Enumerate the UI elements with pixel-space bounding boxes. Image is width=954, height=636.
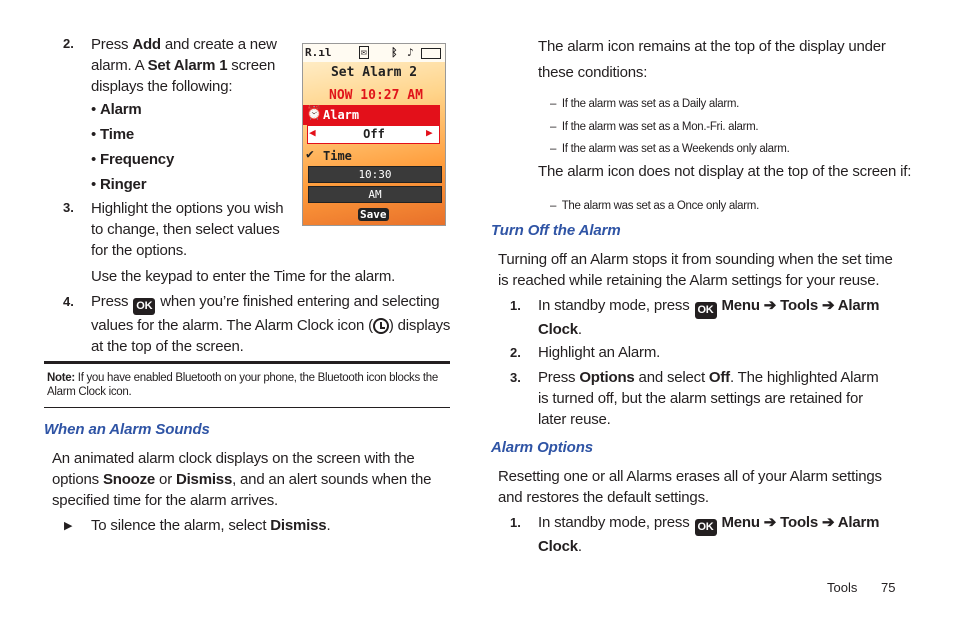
section-heading: Alarm Options [491, 439, 594, 456]
step-number: 1. [510, 298, 521, 313]
phone-save-softkey[interactable]: Save [360, 208, 387, 221]
footer-section: Tools [827, 580, 858, 595]
ok-key-icon: OK [133, 298, 155, 315]
ok-key-icon: OK [695, 519, 717, 536]
condition-item: – The alarm was set as a Once only alarm. [550, 200, 759, 212]
page-number: 75 [881, 580, 896, 595]
note: Note: If you have enabled Bluetooth on your phone, the Bluetooth icon blocks the Alarm Clock icon. [47, 372, 438, 398]
alarm-clock-icon [373, 318, 389, 334]
phone-time-value[interactable]: 10:30 [308, 166, 442, 183]
phone-ampm-value[interactable]: AM [308, 186, 442, 203]
arrow-bullet-icon: ▶ [64, 520, 73, 532]
phone-screen [302, 43, 446, 226]
condition-item: – If the alarm was set as a Weekends only alarm. [550, 143, 790, 155]
step-2-text: Press Add and create a new alarm. A Set Alarm 1 screen displays the following: [91, 36, 277, 95]
turn-off-paragraph: Turning off an Alarm stops it from sounding when the set time is reached while retaining the Alarm settings for your reuse. [498, 251, 893, 289]
condition-item: – If the alarm was set as a Mon.-Fri. alarm. [550, 121, 759, 133]
step-number: 2. [63, 36, 74, 51]
step-number: 3. [510, 370, 521, 385]
alarm-clock-icon: ⏰ [306, 106, 323, 121]
step-3-text: Press Options and select Off. The highlighted Alarm is turned off, but the alarm settings are retained for later reuse. [538, 369, 879, 428]
phone-now-time: NOW 10:27 AM [329, 88, 423, 103]
bluetooth-icon: ᛒ [391, 46, 398, 59]
phone-alarm-value: Off [363, 127, 385, 141]
phone-alarm-label: Alarm [323, 108, 360, 122]
alarm-sounds-paragraph: An animated alarm clock displays on the screen with the options Snooze or Dismiss, and an alert sounds when the specified time for the alarm arrives. [52, 450, 432, 509]
alarm-options-paragraph: Resetting one or all Alarms erases all of your Alarm settings and restores the default settings. [498, 468, 882, 506]
phone-time-label: Time [323, 149, 352, 163]
keypad-text: Use the keypad to enter the Time for the alarm. [91, 268, 396, 285]
ok-key-icon: OK [695, 302, 717, 319]
phone-title: Set Alarm 2 [330, 65, 418, 80]
step-number: 3. [63, 200, 74, 215]
step-1-text: In standby mode, press OK Menu ➔ Tools ➔ Alarm Clock. [538, 297, 880, 338]
silence-text: To silence the alarm, select Dismiss. [91, 517, 331, 534]
note-top-rule [44, 361, 450, 364]
step-4-text: Press OK when you’re finished entering and selecting values for the alarm. The Alarm Clock icon ( ) displays at the top of the screen. [91, 293, 451, 355]
battery-icon [421, 48, 441, 59]
alarm-icon-conditions-intro: The alarm icon remains at the top of the display under these conditions: [538, 38, 886, 81]
bullet-item: • Alarm [91, 101, 142, 118]
step-number: 2. [510, 345, 521, 360]
bullet-item: • Time [91, 126, 134, 143]
signal-icon: R.ıl [305, 46, 332, 59]
message-icon: ✉ [361, 47, 368, 58]
left-arrow-icon[interactable]: ◀ [309, 126, 316, 139]
bullet-item: • Frequency [91, 151, 175, 168]
right-arrow-icon[interactable]: ▶ [426, 126, 433, 139]
check-icon: ✔ [306, 147, 314, 162]
section-heading: Turn Off the Alarm [491, 222, 621, 239]
step-number: 1. [510, 515, 521, 530]
condition-item: – If the alarm was set as a Daily alarm. [550, 98, 740, 110]
step-1-text: In standby mode, press OK Menu ➔ Tools ➔ Alarm Clock. [538, 514, 880, 555]
bullet-item: • Ringer [91, 176, 147, 193]
step-3-text: Highlight the options you wish to change, then select values for the options. [91, 200, 284, 259]
music-icon: ♪ [407, 46, 414, 59]
step-number: 4. [63, 294, 74, 309]
section-heading: When an Alarm Sounds [44, 421, 210, 438]
alarm-icon-not-display-text: The alarm icon does not display at the top of the screen if: [538, 163, 912, 180]
note-bottom-rule [44, 407, 450, 408]
step-2-text: Highlight an Alarm. [538, 344, 661, 361]
